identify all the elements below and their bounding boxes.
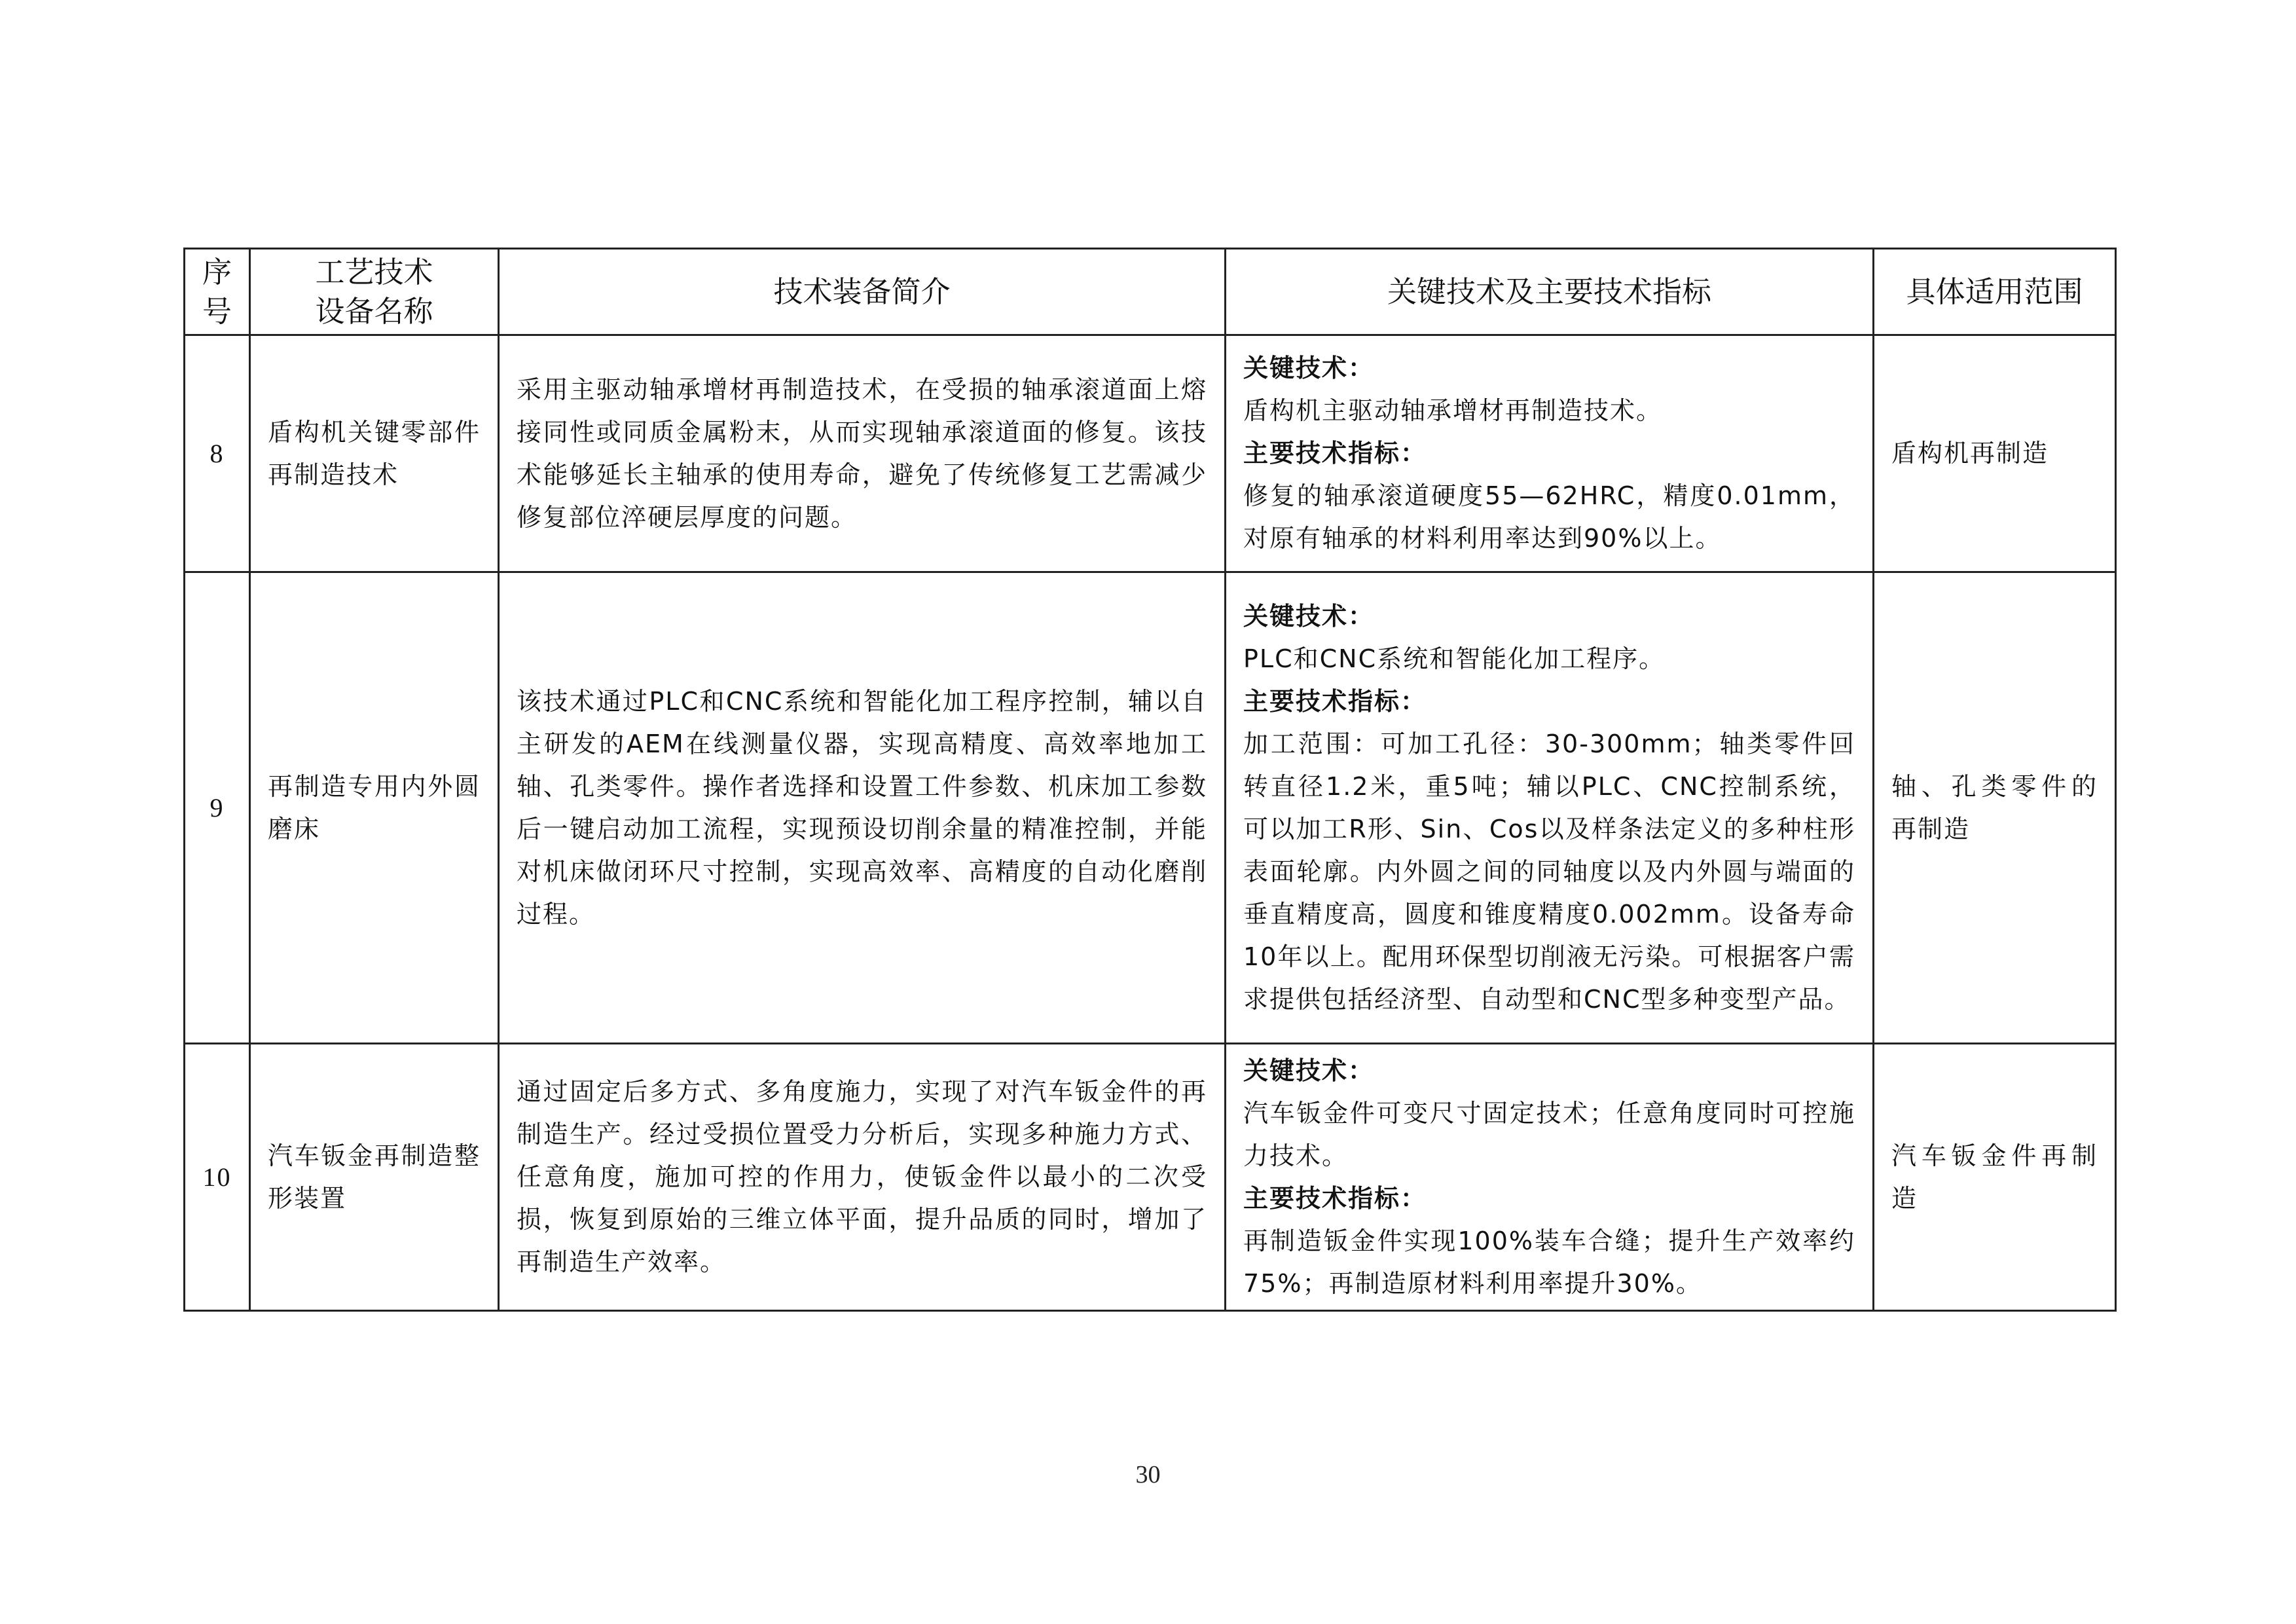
header-serial-line1: 序 bbox=[202, 254, 232, 289]
row-equipment-name: 汽车钣金再制造整形装置 bbox=[250, 1044, 499, 1311]
header-intro: 技术装备简介 bbox=[499, 249, 1226, 335]
index-label: 主要技术指标： bbox=[1243, 439, 1427, 468]
index-label: 主要技术指标： bbox=[1243, 1183, 1427, 1213]
row-intro: 该技术通过PLC和CNC系统和智能化加工程序控制，辅以自主研发的AEM在线测量仪器，实现高精度、高效率地加工轴、孔类零件。操作者选择和设置工件参数、机床加工参数后一键启动加工流程，实现预设切削余量的精准控制，并能对机床做闭环尺寸控制，实现高效率、高精度的自动化磨削过程。 bbox=[499, 572, 1226, 1044]
key-tech-label: 关键技术： bbox=[1243, 601, 1375, 631]
index-label: 主要技术指标： bbox=[1243, 686, 1427, 716]
row-equipment-name: 再制造专用内外圆磨床 bbox=[250, 572, 499, 1044]
header-name-line2: 设备名称 bbox=[315, 293, 433, 329]
table-row bbox=[185, 572, 2116, 1044]
header-name-line1: 工艺技术 bbox=[315, 254, 433, 289]
table-row bbox=[185, 335, 2116, 572]
header-equipment-name bbox=[250, 249, 499, 335]
header-serial-number bbox=[185, 249, 250, 335]
table-header-row bbox=[185, 249, 2116, 335]
index-text: 修复的轴承滚道硬度55—62HRC，精度0.01mm，对原有轴承的材料利用率达到90%以上。 bbox=[1243, 481, 1855, 553]
index-text: 加工范围：可加工孔径：30-300mm；轴类零件回转直径1.2米，重5吨；辅以PLC、CNC控制系统，可以加工R形、Sin、Cos以及样条法定义的多种柱形表面轮廓。内外圆之间的同轴度以及内外圆与端面的垂直精度高，圆度和锥度精度0.002mm。设备寿命10年以上。配用环保型切削液无污染。可根据客户需求提供包括经济型、自动型和CNC型多种变型产品。 bbox=[1243, 729, 1855, 1014]
index-text: 再制造钣金件实现100%装车合缝；提升生产效率约75%；再制造原材料利用率提升30%。 bbox=[1243, 1226, 1855, 1298]
row-scope: 汽车钣金件再制造 bbox=[1874, 1044, 2116, 1311]
page-number: 30 bbox=[1135, 1461, 1161, 1488]
row-number: 8 bbox=[185, 335, 250, 572]
row-scope: 盾构机再制造 bbox=[1874, 335, 2116, 572]
key-tech-label: 关键技术： bbox=[1243, 1056, 1375, 1085]
row-intro: 采用主驱动轴承增材再制造技术，在受损的轴承滚道面上熔接同性或同质金属粉末，从而实现轴承滚道面的修复。该技术能够延长主轴承的使用寿命，避免了传统修复工艺需减少修复部位淬硬层厚度的问题。 bbox=[499, 335, 1226, 572]
row-intro: 通过固定后多方式、多角度施力，实现了对汽车钣金件的再制造生产。经过受损位置受力分析后，实现多种施力方式、任意角度，施加可控的作用力，使钣金件以最小的二次受损，恢复到原始的三维立体平面，提升品质的同时，增加了再制造生产效率。 bbox=[499, 1044, 1226, 1311]
header-key-tech: 关键技术及主要技术指标 bbox=[1226, 249, 1874, 335]
key-tech-text: PLC和CNC系统和智能化加工程序。 bbox=[1243, 644, 1666, 673]
row-number: 9 bbox=[185, 572, 250, 1044]
row-key-tech bbox=[1226, 572, 1874, 1044]
row-key-tech bbox=[1226, 1044, 1874, 1311]
table-row bbox=[185, 1044, 2116, 1311]
header-scope: 具体适用范围 bbox=[1874, 249, 2116, 335]
key-tech-text: 汽车钣金件可变尺寸固定技术；任意角度同时可控施力技术。 bbox=[1243, 1098, 1855, 1170]
row-equipment-name: 盾构机关键零部件再制造技术 bbox=[250, 335, 499, 572]
row-scope: 轴、孔类零件的再制造 bbox=[1874, 572, 2116, 1044]
key-tech-label: 关键技术： bbox=[1243, 354, 1375, 382]
technology-table bbox=[183, 248, 2117, 1312]
header-serial-line2: 号 bbox=[202, 293, 232, 329]
row-key-tech bbox=[1226, 335, 1874, 572]
key-tech-text: 盾构机主驱动轴承增材再制造技术。 bbox=[1243, 396, 1663, 425]
row-number: 10 bbox=[185, 1044, 250, 1311]
